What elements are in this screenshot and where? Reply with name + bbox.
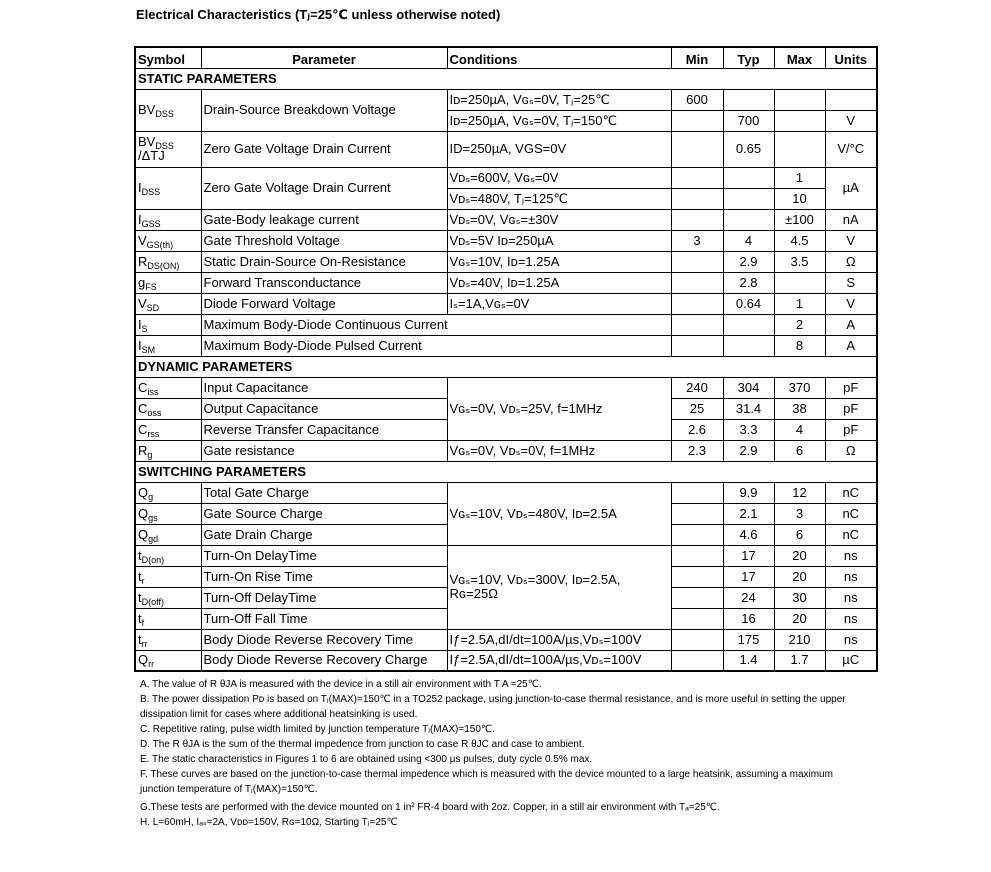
units-cell: ns (825, 629, 877, 650)
footnote-d: D. The R θJA is the sum of the thermal impedence from junction to case R θJC and case to ambient. (140, 739, 585, 750)
symbol-tdoff: $t_{D(off)}$ (135, 587, 201, 608)
units-cell: Ω (825, 440, 877, 461)
param-cell: Gate Threshold Voltage (201, 230, 447, 251)
electrical-characteristics-table (134, 46, 878, 672)
symbol-bvdss: $BV_{DSS}$ (135, 89, 201, 131)
typ-cell: 304 (723, 377, 774, 398)
min-cell: 2.3 (671, 440, 723, 461)
max-cell: 210 (774, 629, 825, 650)
min-cell (671, 131, 723, 167)
units-cell: V (825, 230, 877, 251)
table-header-row (135, 47, 877, 68)
footnote-f: F. These curves are based on the junction-to-case thermal impedence which is measured with the device mounted to a large heatsink, assuming a maximum junction temperature of Tⱼ(MAX)=150℃. (140, 769, 833, 795)
table-row (135, 272, 877, 293)
typ-cell (723, 209, 774, 230)
cond-cell: Vɢₛ=0V, Vᴅₛ=0V, f=1MHz (447, 440, 671, 461)
min-cell (671, 314, 723, 335)
min-cell (671, 293, 723, 314)
min-cell: 240 (671, 377, 723, 398)
cond-cell: Vɢₛ=10V, Vᴅₛ=480V, Iᴅ=2.5A (447, 482, 671, 545)
max-cell: ±100 (774, 209, 825, 230)
cond-cell: Vɢₛ=10V, Iᴅ=1.25A (447, 251, 671, 272)
cond-cell: Iƒ=2.5A,dI/dt=100A/µs,Vᴅₛ=100V (447, 629, 671, 650)
param-cell: Total Gate Charge (201, 482, 447, 503)
footnote-e: E. The static characteristics in Figures 1 to 6 are obtained using <300 µs pulses, duty cycle 0.5% max. (140, 754, 593, 765)
footnote-b: B. The power dissipation Pᴅ is based on Tⱼ(MAX)=150℃ in a TO252 package, using junction-to-case thermal resistance, and is more useful in setting the upper dissipation limit for cases where additional heatsinking is used. (140, 694, 846, 720)
param-cell: Drain-Source Breakdown Voltage (201, 89, 447, 131)
min-cell (671, 188, 723, 209)
typ-cell: 2.1 (723, 503, 774, 524)
units-cell: ns (825, 608, 877, 629)
cond-cell: Vᴅₛ=40V, Iᴅ=1.25A (447, 272, 671, 293)
footnotes (140, 677, 870, 830)
symbol-trr: $t_{rr}$ (135, 629, 201, 650)
table-row (135, 251, 877, 272)
min-cell (671, 545, 723, 566)
symbol-crss: $C_{rss}$ (135, 419, 201, 440)
table-row (135, 209, 877, 230)
cond-cell: Iᴅ=250µA, Vɢₛ=0V, Tⱼ=150℃ (447, 110, 671, 131)
param-cell: Gate Source Charge (201, 503, 447, 524)
symbol-vsd: $V_{SD}$ (135, 293, 201, 314)
typ-cell (723, 188, 774, 209)
units-cell: pF (825, 377, 877, 398)
units-cell: A (825, 314, 877, 335)
max-cell: 3.5 (774, 251, 825, 272)
units-cell: V/°C (825, 131, 877, 167)
max-cell: 6 (774, 524, 825, 545)
max-cell: 10 (774, 188, 825, 209)
units-cell (825, 89, 877, 110)
table-row (135, 335, 877, 356)
symbol-qrr: $Q_{rr}$ (135, 650, 201, 671)
max-cell: 30 (774, 587, 825, 608)
cond-cell (447, 545, 671, 629)
symbol-is: $I_S$ (135, 314, 201, 335)
cond-cell: Iᴅ=250µA, Vɢₛ=0V, Tⱼ=25℃ (447, 89, 671, 110)
min-cell (671, 524, 723, 545)
units-cell: nC (825, 482, 877, 503)
min-cell (671, 335, 723, 356)
section-row (135, 356, 877, 377)
max-cell: 6 (774, 440, 825, 461)
section-switching: SWITCHING PARAMETERS (135, 461, 877, 482)
typ-cell: 16 (723, 608, 774, 629)
header-units: Units (825, 47, 877, 68)
typ-cell: 4 (723, 230, 774, 251)
symbol-vgsth: $V_{GS(th)}$ (135, 230, 201, 251)
max-cell: 8 (774, 335, 825, 356)
max-cell: 20 (774, 566, 825, 587)
header-max: Max (774, 47, 825, 68)
units-cell: ns (825, 566, 877, 587)
cond-cell: ID=250µA, VGS=0V (447, 131, 671, 167)
symbol-igss: $I_{GSS}$ (135, 209, 201, 230)
max-cell: 20 (774, 545, 825, 566)
footnote-h: H. L=60mH, Iₐₛ=2A, Vᴅᴅ=150V, Rɢ=10Ω, Starting Tⱼ=25℃ (140, 817, 398, 828)
typ-cell: 31.4 (723, 398, 774, 419)
param-cell: Zero Gate Voltage Drain Current (201, 167, 447, 209)
min-cell (671, 608, 723, 629)
param-cell: Turn-Off Fall Time (201, 608, 447, 629)
typ-cell: 0.64 (723, 293, 774, 314)
param-cell: Zero Gate Voltage Drain Current (201, 131, 447, 167)
table-row (135, 545, 877, 566)
table-row (135, 377, 877, 398)
symbol-rg: $R_g$ (135, 440, 201, 461)
footnote-c: C. Repetitive rating, pulse width limited by junction temperature Tⱼ(MAX)=150℃. (140, 724, 495, 735)
cond-line: Rɢ=25Ω (449, 586, 498, 601)
typ-cell: 9.9 (723, 482, 774, 503)
table-row (135, 230, 877, 251)
units-cell: ns (825, 587, 877, 608)
units-cell: pF (825, 419, 877, 440)
min-cell (671, 209, 723, 230)
max-cell: 4.5 (774, 230, 825, 251)
symbol-ciss: $C_{iss}$ (135, 377, 201, 398)
typ-cell (723, 314, 774, 335)
max-cell: 1 (774, 293, 825, 314)
cond-cell: Vᴅₛ=0V, Vɢₛ=±30V (447, 209, 671, 230)
section-dynamic: DYNAMIC PARAMETERS (135, 356, 877, 377)
section-row (135, 68, 877, 89)
param-cell: Input Capacitance (201, 377, 447, 398)
min-cell (671, 272, 723, 293)
cond-cell: Vɢₛ=0V, Vᴅₛ=25V, f=1MHz (447, 377, 671, 440)
symbol-tf: $t_f$ (135, 608, 201, 629)
typ-cell: 1.4 (723, 650, 774, 671)
param-cell: Turn-On DelayTime (201, 545, 447, 566)
param-cell: Static Drain-Source On-Resistance (201, 251, 447, 272)
param-cell: Diode Forward Voltage (201, 293, 447, 314)
symbol-tdon: $t_{D(on)}$ (135, 545, 201, 566)
min-cell (671, 587, 723, 608)
max-cell: 1 (774, 167, 825, 188)
symbol-idss: $I_{DSS}$ (135, 167, 201, 209)
max-cell (774, 131, 825, 167)
units-cell: S (825, 272, 877, 293)
typ-cell: 0.65 (723, 131, 774, 167)
symbol-ism: $I_{SM}$ (135, 335, 201, 356)
units-cell: V (825, 293, 877, 314)
units-cell: µA (825, 167, 877, 209)
max-cell: 3 (774, 503, 825, 524)
table-row (135, 650, 877, 671)
table-row (135, 629, 877, 650)
symbol-rdson: $R_{DS(ON)}$ (135, 251, 201, 272)
table-row (135, 167, 877, 188)
min-cell (671, 629, 723, 650)
table-row (135, 89, 877, 110)
page-title: Electrical Characteristics (Tⱼ=25℃ unless otherwise noted) (136, 7, 501, 22)
table-row (135, 131, 877, 167)
max-cell: 20 (774, 608, 825, 629)
param-cell: Gate resistance (201, 440, 447, 461)
header-parameter: Parameter (201, 47, 447, 68)
table-row (135, 440, 877, 461)
typ-cell: 2.9 (723, 251, 774, 272)
typ-cell: 2.8 (723, 272, 774, 293)
cond-cell: Vᴅₛ=600V, Vɢₛ=0V (447, 167, 671, 188)
min-cell (671, 482, 723, 503)
max-cell (774, 272, 825, 293)
typ-cell: 4.6 (723, 524, 774, 545)
param-cell: Turn-Off DelayTime (201, 587, 447, 608)
min-cell (671, 251, 723, 272)
param-cell: Gate Drain Charge (201, 524, 447, 545)
max-cell: 38 (774, 398, 825, 419)
min-cell (671, 167, 723, 188)
cond-line: Vɢₛ=10V, Vᴅₛ=300V, Iᴅ=2.5A, (449, 572, 621, 587)
param-cell: Reverse Transfer Capacitance (201, 419, 447, 440)
table-row (135, 482, 877, 503)
max-cell (774, 89, 825, 110)
footnote-g: G.These tests are performed with the device mounted on 1 in² FR-4 board with 2oz. Copper, in a still air environment with Tₐ=25℃. (140, 802, 720, 813)
units-cell: nC (825, 524, 877, 545)
min-cell (671, 650, 723, 671)
cond-cell: Iƒ=2.5A,dI/dt=100A/µs,Vᴅₛ=100V (447, 650, 671, 671)
typ-cell: 17 (723, 545, 774, 566)
units-cell: pF (825, 398, 877, 419)
max-cell: 2 (774, 314, 825, 335)
cond-cell: Vᴅₛ=5V Iᴅ=250µA (447, 230, 671, 251)
param-cell: Maximum Body-Diode Pulsed Current (201, 335, 671, 356)
min-cell (671, 566, 723, 587)
symbol-qg: $Q_g$ (135, 482, 201, 503)
cond-cell: Iₛ=1A,Vɢₛ=0V (447, 293, 671, 314)
param-cell: Turn-On Rise Time (201, 566, 447, 587)
max-cell: 1.7 (774, 650, 825, 671)
min-cell: 3 (671, 230, 723, 251)
units-cell: nC (825, 503, 877, 524)
param-cell: Body Diode Reverse Recovery Charge (201, 650, 447, 671)
units-cell: A (825, 335, 877, 356)
symbol-qgd: $Q_{gd}$ (135, 524, 201, 545)
param-cell: Body Diode Reverse Recovery Time (201, 629, 447, 650)
param-cell: Maximum Body-Diode Continuous Current (201, 314, 671, 335)
min-cell (671, 110, 723, 131)
section-static: STATIC PARAMETERS (135, 68, 877, 89)
units-cell: nA (825, 209, 877, 230)
param-cell: Gate-Body leakage current (201, 209, 447, 230)
max-cell: 12 (774, 482, 825, 503)
symbol-bvdss-tc: $BV_{DSS}$ /ΔTJ (135, 131, 201, 167)
max-cell: 370 (774, 377, 825, 398)
units-cell: ns (825, 545, 877, 566)
units-cell: V (825, 110, 877, 131)
typ-cell: 2.9 (723, 440, 774, 461)
typ-cell (723, 167, 774, 188)
typ-cell (723, 89, 774, 110)
typ-cell: 3.3 (723, 419, 774, 440)
footnote-a: A. The value of R θJA is measured with the device in a still air environment with T A =25℃. (140, 679, 542, 690)
typ-cell: 175 (723, 629, 774, 650)
header-min: Min (671, 47, 723, 68)
table-row (135, 314, 877, 335)
min-cell: 25 (671, 398, 723, 419)
max-cell: 4 (774, 419, 825, 440)
units-cell: µC (825, 650, 877, 671)
symbol-tr: $t_r$ (135, 566, 201, 587)
min-cell (671, 503, 723, 524)
header-typ: Typ (723, 47, 774, 68)
param-cell: Output Capacitance (201, 398, 447, 419)
symbol-coss: $C_{oss}$ (135, 398, 201, 419)
header-conditions: Conditions (447, 47, 671, 68)
typ-cell: 17 (723, 566, 774, 587)
min-cell: 2.6 (671, 419, 723, 440)
section-row (135, 461, 877, 482)
header-symbol: Symbol (135, 47, 201, 68)
cond-cell: Vᴅₛ=480V, Tⱼ=125℃ (447, 188, 671, 209)
symbol-qgs: $Q_{gs}$ (135, 503, 201, 524)
min-cell: 600 (671, 89, 723, 110)
max-cell (774, 110, 825, 131)
param-cell: Forward Transconductance (201, 272, 447, 293)
typ-cell: 24 (723, 587, 774, 608)
symbol-gfs: $g_{FS}$ (135, 272, 201, 293)
table-row (135, 293, 877, 314)
units-cell: Ω (825, 251, 877, 272)
typ-cell: 700 (723, 110, 774, 131)
typ-cell (723, 335, 774, 356)
